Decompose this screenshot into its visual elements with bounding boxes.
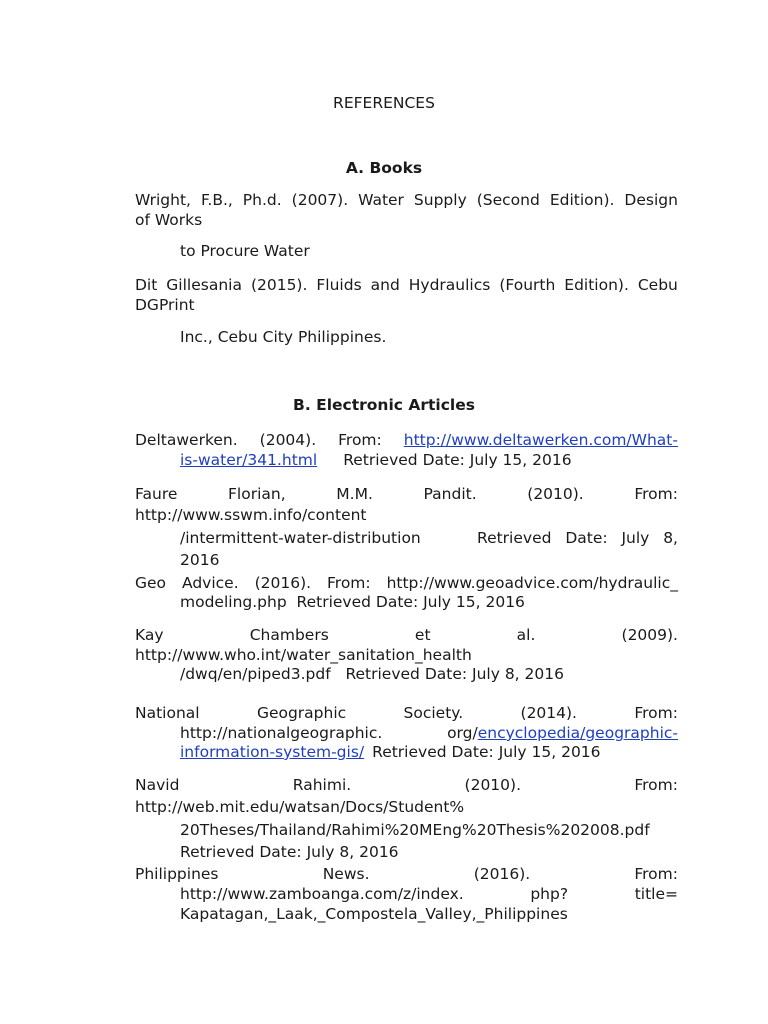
book-entry-1-line-1: Wright, F.B., Ph.d. (2007). Water Supply (Second Edition). Design: [135, 191, 678, 209]
article-rahimi-line-1: Navid Rahimi. (2010). From:: [135, 776, 678, 794]
book-entry-2-line-3: Inc., Cebu City Philippines.: [180, 328, 387, 346]
article-kay-line-2: http://www.who.int/water_sanitation_health: [135, 646, 472, 664]
page-title: REFERENCES: [333, 94, 435, 112]
article-natgeo-line-3: [180, 742, 601, 762]
book-entry-1-line-3: to Procure Water: [180, 242, 310, 260]
article-kay-line-3: /dwq/en/piped3.pdf Retrieved Date: July 8, 2016: [180, 665, 564, 683]
retrieved-date: Retrieved Date: July 15, 2016: [372, 743, 601, 761]
natgeo-link[interactable]: encyclopedia/geographic-: [477, 724, 678, 742]
article-philnews-line-3: Kapatagan,_Laak,_Compostela_Valley,_Philippines: [180, 905, 568, 923]
article-geoadvice-line-2: modeling.php Retrieved Date: July 15, 2016: [180, 593, 525, 611]
article-natgeo-line-1: National Geographic Society. (2014). From:: [135, 704, 678, 722]
article-deltawerken-line-2: [180, 450, 572, 470]
book-entry-1-line-2: of Works: [135, 211, 203, 229]
article-geoadvice-line-1: Geo Advice. (2016). From: http://www.geoadvice.com/hydraulic_: [135, 574, 678, 592]
article-philnews-line-2: http://www.zamboanga.com/z/index. php? title=: [180, 885, 678, 903]
article-deltawerken-line-1: Deltawerken. (2004). From: http://www.deltawerken.com/What-: [135, 431, 678, 449]
article-faure-line-3: /intermittent-water-distribution Retrieved Date: July 8,: [180, 529, 678, 547]
book-entry-2-line-2: DGPrint: [135, 296, 195, 314]
article-faure-line-2: http://www.sswm.info/content: [135, 506, 367, 524]
book-entry-2-line-1: Dit Gillesania (2015). Fluids and Hydraulics (Fourth Edition). Cebu: [135, 276, 678, 294]
article-faure-line-1: Faure Florian, M.M. Pandit. (2010). From:: [135, 485, 678, 503]
deltawerken-link-cont[interactable]: is-water/341.html: [180, 451, 318, 469]
article-rahimi-line-4: Retrieved Date: July 8, 2016: [180, 843, 399, 861]
retrieved-date: Retrieved Date: July 15, 2016: [343, 451, 572, 469]
electronic-heading: B. Electronic Articles: [293, 396, 475, 414]
article-philnews-line-1: Philippines News. (2016). From:: [135, 865, 678, 883]
article-natgeo-line-2: http://nationalgeographic. org/encyclopedia/geographic-: [180, 724, 678, 742]
article-kay-line-1: Kay Chambers et al. (2009).: [135, 626, 678, 644]
natgeo-link-cont[interactable]: information-system-gis/: [180, 743, 365, 761]
article-rahimi-line-2: http://web.mit.edu/watsan/Docs/Student%: [135, 798, 465, 816]
article-faure-line-4: 2016: [180, 551, 220, 569]
article-rahimi-line-3: 20Theses/Thailand/Rahimi%20MEng%20Thesis%202008.pdf: [180, 821, 650, 839]
books-heading: A. Books: [345, 159, 423, 177]
deltawerken-link[interactable]: http://www.deltawerken.com/What-: [403, 431, 678, 449]
